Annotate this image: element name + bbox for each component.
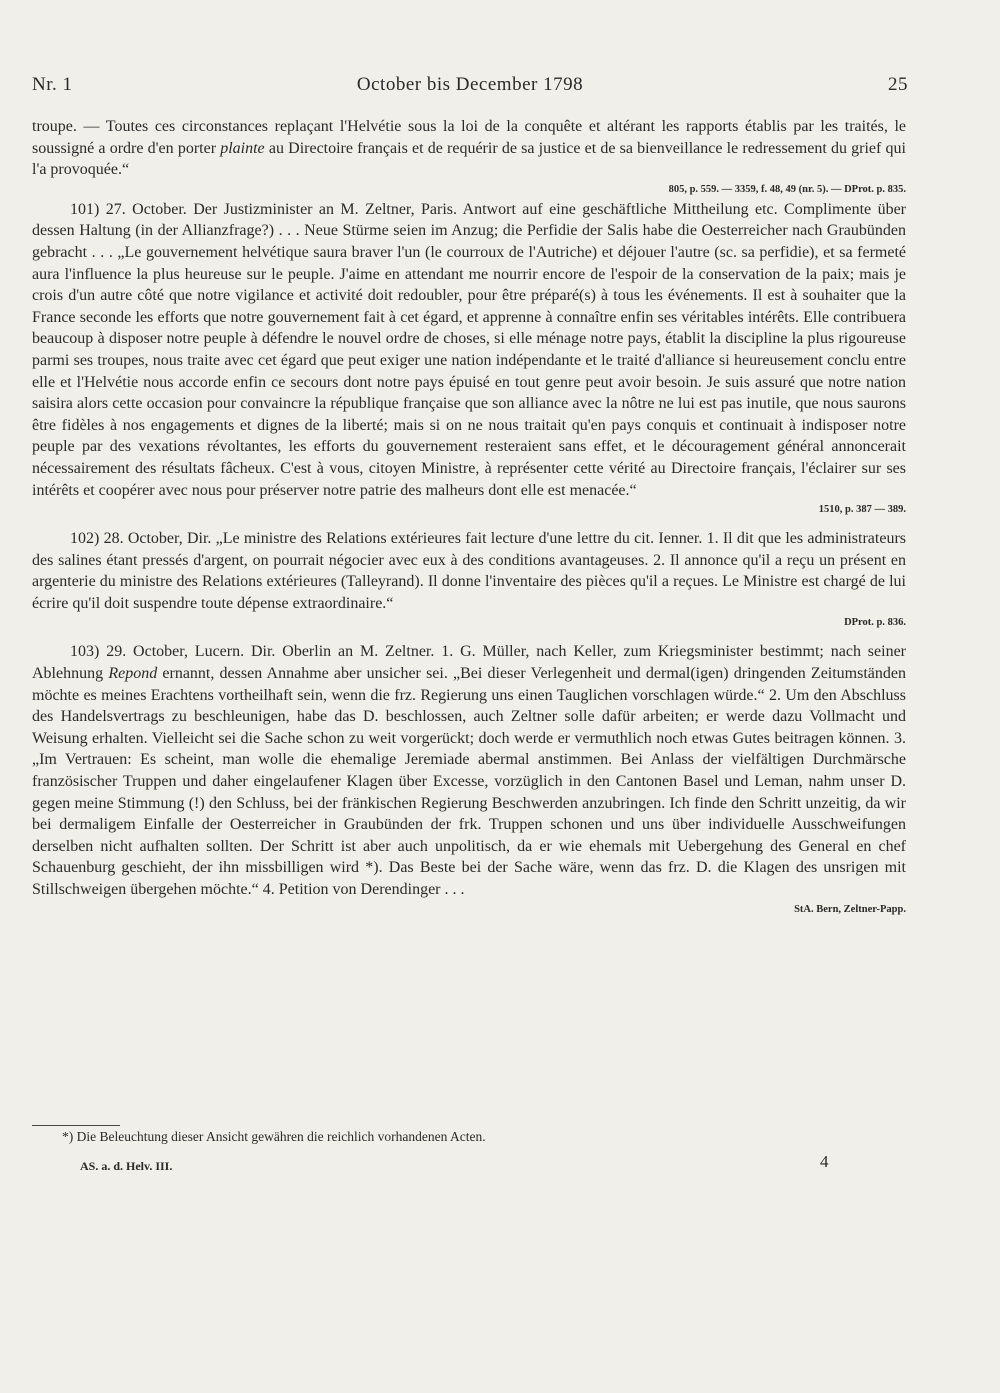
printer-signature: AS. a. d. Helv. III.	[80, 1159, 173, 1173]
footnote: *) Die Beleuchtung dieser Ansicht gewähren die reichlich vorhandenen Acten.	[62, 1129, 486, 1144]
entry-103: 103) 29. October, Lucern. Dir. Oberlin an M. Zeltner. 1. G. Müller, nach Keller, zum Kriegsminister bestimmt; nach seiner Ablehnung Repond ernannt, dessen Annahme aber unsicher sei. „Bei dieser Verlegenheit und dermal(igen) dringenden Zeitumständen möchte es meines Erachtens vortheilhaft sein, wenn die frz. Regierung uns einen Tauglichen vorschlagen würde.“ 2. Um den Abschluss des Handelsvertrags zu beschleunigen, habe das D. beschlossen, auch Zeltner solle dafür arbeiten; er werde dazu Vollmacht und Weisung erhalten. Vielleicht sei die Sache schon zu weit vorgerückt; doch werde er vermuthlich noch etwas Gutes beitragen können. 3. „Im Vertrauen: Es scheint, man wolle die ehemalige Jeremiade abermal anstimmen. Bei Anlass der vielfältigen Durchmärsche französischer Truppen und daher eingelaufener Klagen über Excesse, vorzüglich in den Cantonen Basel und Leman, nahm unser D. gegen meine Stimmung (!) den Schluss, bei der fränkischen Regierung Beschwerden anzubringen. Ich finde den Schritt unzeitig, da wir bei dermaligem Einfalle der Oesterreicher in Graubünden der frk. Truppen schonen und uns über individuelle Ausschweifungen derselben nicht aufhalten sollten. Der Schritt ist aber auch unpolitisch, da er wie ehemals mit Uebergehung des General en chef Schauenburg geschieht, der ihn missbilligen wird *). Das Beste bei der Sache wäre, wenn das frz. D. die Klagen des unsrigen mit Stillschweigen übergehen möchte.“ 4. Petition von Derendinger . . .	[32, 643, 907, 898]
sheet-signature: 4	[820, 1152, 829, 1171]
italic-word: Repond	[108, 665, 158, 683]
page-title: October bis December 1798	[356, 74, 584, 95]
source-reference: 805, p. 559. — 3359, f. 48, 49 (nr. 5). — DProt. p. 835.	[668, 183, 906, 195]
footnote-divider	[32, 1125, 120, 1126]
entry-102: 102) 28. October, Dir. „Le ministre des Relations extérieures fait lecture d'une lettre du cit. Ienner. 1. Il dit que les administrateurs des salines étant pressés d'argent, on pourrait négocier avec eux à des conditions avantageuses. 2. Il annonce qu'il a reçu un présent en argenterie du ministre des Relations extérieures (Talleyrand). Il donne l'inventaire des pièces qu'il a reçues. Le Ministre est chargé de lui écrire qu'il doit suspendre toute dépense extraordinaire.“	[32, 530, 906, 612]
entry-101: 101) 27. October. Der Justizminister an M. Zeltner, Paris. Antwort auf eine geschäftliche Mittheilung etc. Complimente über dessen Haltung (in der Allianzfrage?) . . . Neue Stürme seien im Anzug; die Perfidie der Salis habe die Oesterreicher nach Graubünden gebracht . . . „Le gouvernement helvétique saura braver l'un (le courroux de l'Autriche) et déjouer l'autre (sc. sa perfidie), et sa fermeté aura l'influence la plus heureuse sur le peuple. J'aime en attendant me nourrir encore de l'espoir de la conservation de la paix; mais je crois d'un autre côté que notre vigilance et activité doit redoubler, pour être préparé(s) à tous les événements. Il est à souhaiter que la France seconde les efforts que notre gouvernement fait à cet égard, et apprenne à connaître enfin ses véritables intérêts. Elle contribuera beaucoup à disposer notre peuple à défendre le nouvel ordre de choses, si elle ménage notre pays, établit la discipline la plus rigoureuse parmi ses troupes, nous traite avec cet égard que peut exiger une nation indépendante et le traité d'alliance si heureusement conclu entre elle et l'Helvétie nous accorde enfin ce secours dont notre pays épuisé en tout genre peut avoir besoin. Je suis assuré que notre nation saisira alors cette occasion pour convaincre la république française que son alliance avec la nôtre ne lui est pas inutile, que nous saurons être fidèles à nos engagements et dignes de la liberté; mais si on ne nous traitait qu'en pays conquis et continuait à indisposer notre peuple par des vexations révoltantes, les efforts du gouvernement resteraient sans effet, et le découragement général annoncerait nécessairement des résultats fâcheux. C'est à vous, citoyen Ministre, à représenter cette vérité au Directoire français, l'éclairer sur ses intérêts et coopérer avec nous pour préserver notre patrie des malheurs dont elle est menacée.“	[32, 200, 906, 499]
body-text	[32, 116, 906, 919]
document-number: Nr. 1	[32, 74, 73, 95]
italic-word: plainte	[220, 139, 265, 157]
running-header	[32, 74, 908, 104]
page-number: 25	[888, 74, 908, 95]
source-reference: StA. Bern, Zeltner-Papp.	[794, 903, 906, 915]
source-reference: 1510, p. 387 — 389.	[818, 504, 906, 516]
continued-paragraph: troupe. — Toutes ces circonstances replaçant l'Helvétie sous la loi de la conquête et altérant les rapports établis par les traités, le soussigné a ordre d'en porter plainte au Directoire français et de requérir de sa justice et de sa bienveillance le redressement du grief qui l'a provoquée.“	[32, 118, 906, 179]
source-reference: DProt. p. 836.	[844, 617, 906, 629]
